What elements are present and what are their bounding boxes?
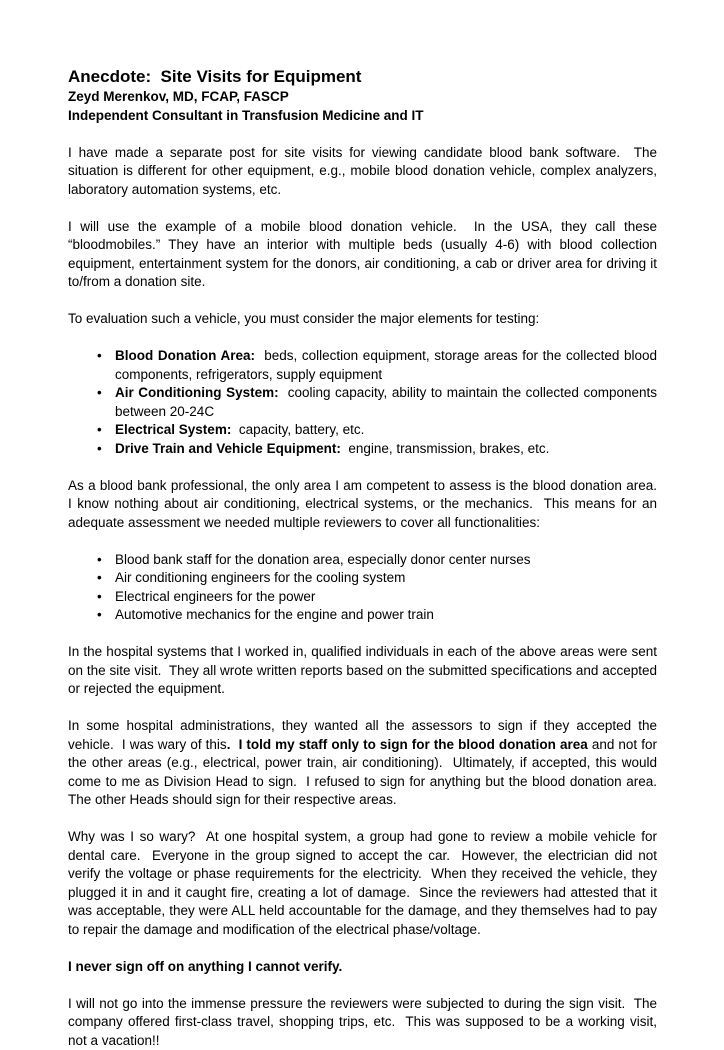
testing-elements-list bbox=[68, 347, 657, 458]
bullet-icon: • bbox=[97, 588, 115, 607]
text-run: In some hospital administrations, they wanted all the assessors to sign if they accepted the vehicle. I was wary of this bbox=[68, 718, 661, 752]
list-item-text: Electrical engineers for the power bbox=[115, 588, 657, 607]
document-author: Zeyd Merenkov, MD, FCAP, FASCP bbox=[68, 88, 657, 107]
bullet-icon: • bbox=[97, 421, 115, 440]
paragraph-bloodmobile-example: I will use the example of a mobile blood donation vehicle. In the USA, they call these “bloodmobiles.” They have an interior with multiple beds (usually 4-6) with blood collection equipment, entertainment system for the donors, air conditioning, a cab or driver area for driving it to/from a donation site. bbox=[68, 218, 657, 292]
bullet-icon: • bbox=[97, 440, 115, 459]
text-run-bold: . I told my staff only to sign for the blood donation area bbox=[227, 737, 588, 752]
list-item-text: cooling capacity, ability to maintain the collected components between 20-24C bbox=[115, 385, 661, 419]
list-item-text: Air conditioning engineers for the cooling system bbox=[115, 569, 657, 588]
list-item-label: Blood Donation Area: bbox=[115, 348, 255, 363]
text-run: and not for the other areas (e.g., electrical, power train, air conditioning). Ultimately, if accepted, this would come to me as Division Head to sign. I refused to sign for anything but the blood donation area. The other Heads should sign for their respective areas. bbox=[68, 737, 665, 808]
list-item-label: Air Conditioning System: bbox=[115, 385, 279, 400]
list-item-text: Blood bank staff for the donation area, especially donor center nurses bbox=[115, 551, 657, 570]
list-item-ac-engineers bbox=[68, 569, 657, 588]
bullet-icon: • bbox=[97, 551, 115, 570]
paragraph-never-sign-off: I never sign off on anything I cannot verify. bbox=[68, 958, 657, 977]
document-page bbox=[68, 66, 657, 1050]
paragraph-separate-post: I have made a separate post for site visits for viewing candidate blood bank software. The situation is different for other equipment, e.g., mobile blood donation vehicle, complex analyzers, laboratory automation systems, etc. bbox=[68, 144, 657, 200]
bullet-icon: • bbox=[97, 347, 115, 366]
bullet-icon: • bbox=[97, 384, 115, 403]
document-title: Anecdote: Site Visits for Equipment bbox=[68, 66, 657, 88]
list-item-automotive-mechanics bbox=[68, 606, 657, 625]
list-item-text: engine, transmission, brakes, etc. bbox=[341, 441, 550, 456]
paragraph-evaluation-intro: To evaluation such a vehicle, you must consider the major elements for testing: bbox=[68, 310, 657, 329]
document-author-role: Independent Consultant in Transfusion Medicine and IT bbox=[68, 107, 657, 126]
paragraph-pressure: I will not go into the immense pressure the reviewers were subjected to during the sign visit. The company offered first-class travel, shopping trips, etc. This was supposed to be a working visit, not a vacation!! bbox=[68, 995, 657, 1050]
list-item-content bbox=[115, 440, 657, 459]
list-item-electrical-engineers bbox=[68, 588, 657, 607]
list-item-air-conditioning-system bbox=[68, 384, 657, 421]
reviewers-list bbox=[68, 551, 657, 625]
list-item-text: beds, collection equipment, storage areas for the collected blood components, refrigerators, supply equipment bbox=[115, 348, 661, 382]
list-item-label: Electrical System: bbox=[115, 422, 231, 437]
bullet-icon: • bbox=[97, 606, 115, 625]
bullet-icon: • bbox=[97, 569, 115, 588]
list-item-content bbox=[115, 421, 657, 440]
list-item-text: capacity, battery, etc. bbox=[231, 422, 364, 437]
list-item-blood-donation-area bbox=[68, 347, 657, 384]
list-item-text: Automotive mechanics for the engine and power train bbox=[115, 606, 657, 625]
list-item-label: Drive Train and Vehicle Equipment: bbox=[115, 441, 341, 456]
paragraph-sign-policy bbox=[68, 717, 657, 810]
paragraph-wary-story: Why was I so wary? At one hospital system, a group had gone to review a mobile vehicle for dental care. Everyone in the group signed to accept the car. However, the electrician did not verify the voltage or phase requirements for the electricity. When they received the vehicle, they plugged it in and it caught fire, creating a lot of damage. Since the reviewers had attested that it was acceptable, they were ALL held accountable for the damage, and they themselves had to pay to repair the damage and modification of the electrical phase/voltage. bbox=[68, 828, 657, 939]
list-item-drive-train bbox=[68, 440, 657, 459]
list-item-content bbox=[115, 347, 657, 384]
list-item-blood-bank-staff bbox=[68, 551, 657, 570]
list-item-electrical-system bbox=[68, 421, 657, 440]
paragraph-hospital-systems: In the hospital systems that I worked in, qualified individuals in each of the above areas were sent on the site visit. They all wrote written reports based on the submitted specifications and accepted or rejected the equipment. bbox=[68, 643, 657, 699]
paragraph-competence: As a blood bank professional, the only area I am competent to assess is the blood donation area. I know nothing about air conditioning, electrical systems, or the mechanics. This means for an adequate assessment we needed multiple reviewers to cover all functionalities: bbox=[68, 477, 657, 533]
list-item-content bbox=[115, 384, 657, 421]
